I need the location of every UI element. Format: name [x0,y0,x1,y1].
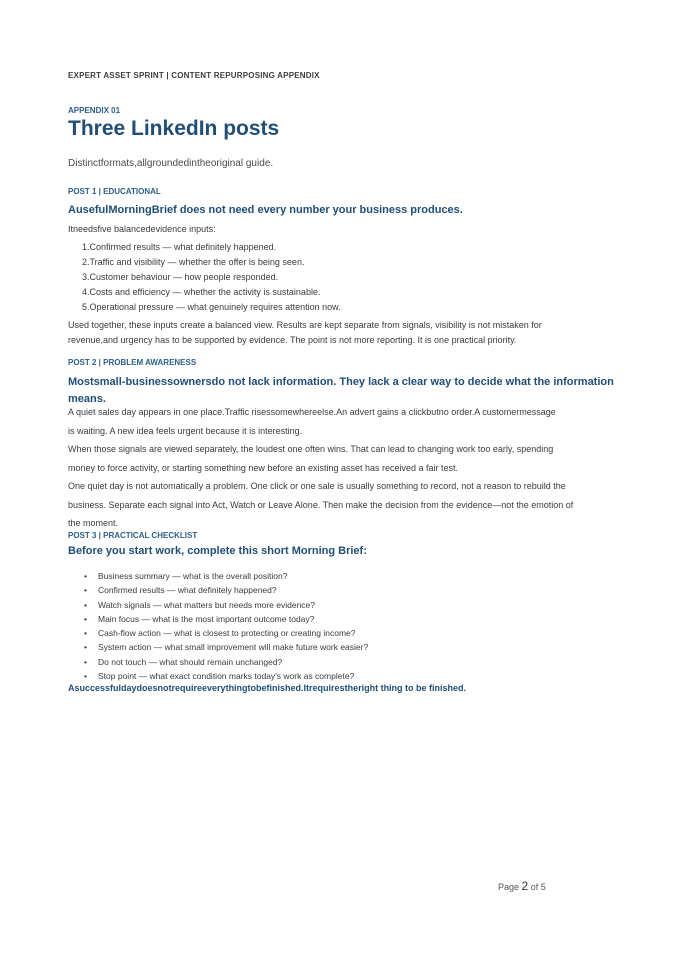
list-item [84,640,368,654]
list-item-text: Cash-flow action — what is closest to protecting or creating income? [98,628,356,639]
post3-closing: Asuccessfuldaydoesnotrequireeverythingtobefinished.Itrequirestheright thing to be finished. [68,683,467,693]
list-item [84,626,368,640]
post1-input-list [82,240,341,315]
text-line: the moment. [68,518,119,528]
page-total: of 5 [530,882,546,892]
post3-heading: Before you start work, complete this short Morning Brief: [68,545,367,557]
post2-body [68,403,628,533]
list-item: 1.Confirmed results — what definitely happened. [82,242,277,252]
list-item [84,655,368,669]
text-line: business. Separate each signal into Act, Watch or Leave Alone. Then make the decision from the evidence—not the emotion of [68,499,574,510]
text-line: When those signals are viewed separately, the loudest one often wins. That can lead to changing work too early, spending [68,444,554,454]
bullet-icon: • [84,613,87,624]
page-subtitle: Distinctformats,allgroundedintheoriginal guide. [68,158,274,169]
heading-line: Mostsmall-businessownersdo not lack information. They lack a clear way to decide what the information [68,376,614,388]
post3-checklist [84,569,368,683]
bullet-icon: • [84,571,87,581]
list-item-text: Stop point — what exact condition marks today's work as complete? [98,671,355,682]
list-item-text: Main focus — what is the most important outcome today? [98,613,315,624]
list-item [84,583,368,597]
appendix-label: APPENDIX 01 [68,106,121,115]
list-item-text: Confirmed results — what definitely happened? [98,585,277,596]
running-head: EXPERT ASSET SPRINT | CONTENT REPURPOSING APPENDIX [68,71,320,80]
list-item [84,598,368,612]
bullet-icon: • [84,628,87,639]
heading-line: means. [68,393,106,405]
list-item: 4.Costs and efficiency — whether the activity is sustainable. [82,287,321,297]
bullet-icon: • [84,671,87,682]
list-item: 5.Operational pressure — what genuinely requires attention now. [82,302,341,312]
post1-heading: AusefulMorningBrief does not need every number your business produces. [68,204,463,216]
list-item-text: Do not touch — what should remain unchanged? [98,656,283,667]
list-item-text: Watch signals — what matters but needs more evidence? [98,599,316,610]
post3-label: POST 3 | PRACTICAL CHECKLIST [68,531,198,540]
text-line: is waiting. A new idea feels urgent because it is interesting. [68,425,303,436]
post1-closing [68,318,628,348]
post2-label: POST 2 | PROBLEM AWARENESS [68,358,197,367]
post1-intro: Itneedsfive balancedevidence inputs: [68,224,216,234]
text-line: A quiet sales day appears in one place.Traffic risessomewhereelse.An advert gains a clickbutno order.A customermessage [68,407,556,417]
bullet-icon: • [84,585,87,596]
page-number: 2 [521,879,529,893]
list-item-text: System action — what small improvement will make future work easier? [98,642,369,653]
list-item-text: Business summary — what is the overall position? [98,571,288,581]
page-word: Page [498,882,520,892]
list-item: 2.Traffic and visibility — whether the offer is being seen. [82,257,305,267]
page-title: Three LinkedIn posts [68,117,280,140]
list-item: 3.Customer behaviour — how people responded. [82,272,279,282]
text-line: revenue,and urgency has to be supported by evidence. The point is not more reporting. It is one practical priority. [68,335,517,345]
text-line: money to force activity, or starting something new before an existing asset has received a fair test. [68,462,459,473]
bullet-icon: • [84,656,87,667]
page-footer [498,879,546,893]
list-item [84,612,368,626]
list-item [84,569,368,583]
list-item [84,669,368,683]
post1-label: POST 1 | EDUCATIONAL [68,187,161,196]
text-line: Used together, these inputs create a balanced view. Results are kept separate from signals, visibility is not mistaken for [68,320,542,330]
bullet-icon: • [84,599,87,610]
text-line: One quiet day is not automatically a problem. One click or one sale is usually something to record, not a reason to rebuild the [68,481,566,491]
bullet-icon: • [84,642,87,653]
